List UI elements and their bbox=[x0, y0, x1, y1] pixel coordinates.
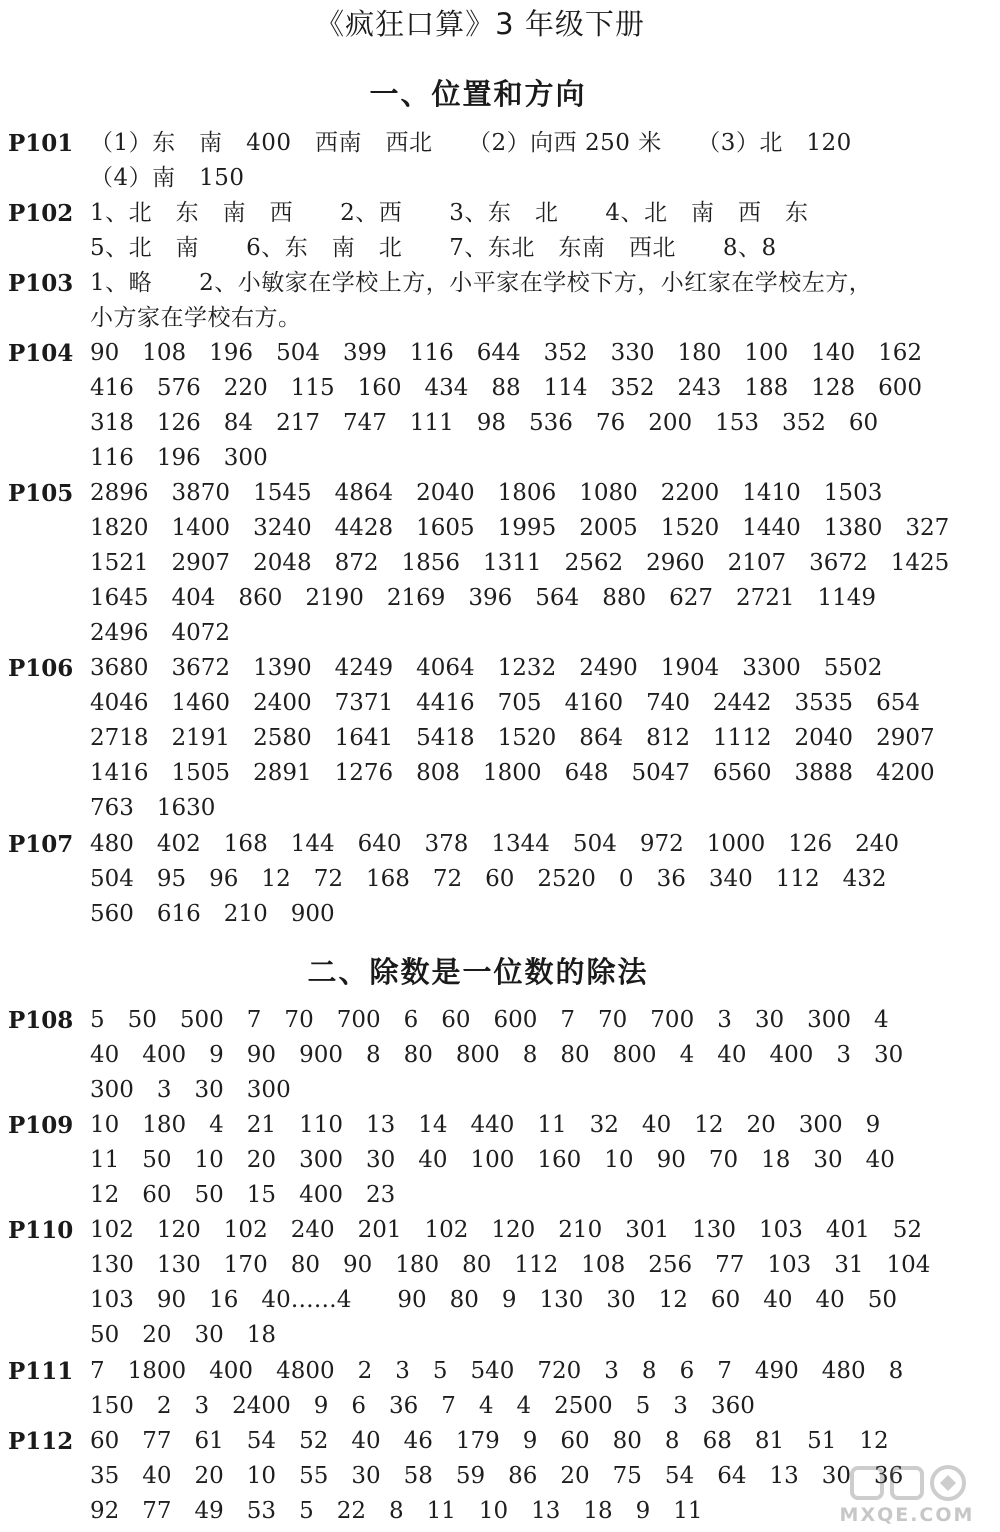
answer-line: 7 1800 400 4800 2 3 5 540 720 3 8 6 7 490 480 8 bbox=[90, 1358, 904, 1384]
answer-line: 5 50 500 7 70 700 6 60 600 7 70 700 3 30 300 4 bbox=[90, 1007, 889, 1033]
page-label: P104 bbox=[8, 340, 74, 367]
answer-line: 1、略 2、小敏家在学校上方，小平家在学校下方，小红家在学校左方， bbox=[90, 270, 873, 296]
answer-line: 40 400 9 90 900 8 80 800 8 80 800 4 40 400 3 30 bbox=[90, 1042, 904, 1068]
answer-line: 416 576 220 115 160 434 88 114 352 243 188 128 600 bbox=[90, 375, 923, 401]
answer-line: 103 90 16 40……4 90 80 9 130 30 12 60 40 40 50 bbox=[90, 1287, 897, 1313]
page-title: 《疯狂口算》3 年级下册 bbox=[315, 7, 645, 41]
answer-line: 763 1630 bbox=[90, 795, 216, 821]
answer-line: 480 402 168 144 640 378 1344 504 972 1000 126 240 bbox=[90, 831, 900, 857]
section-title-division: 二、除数是一位数的除法 bbox=[307, 955, 649, 989]
page-label: P102 bbox=[8, 200, 74, 227]
page-label: P108 bbox=[8, 1007, 74, 1034]
answer-line: 4046 1460 2400 7371 4416 705 4160 740 2442 3535 654 bbox=[90, 690, 920, 716]
answer-line: 150 2 3 2400 9 6 36 7 4 4 2500 5 3 360 bbox=[90, 1393, 755, 1419]
answer-line: 2896 3870 1545 4864 2040 1806 1080 2200 1410 1503 bbox=[90, 480, 883, 506]
answer-line: 92 77 49 53 5 22 8 11 10 13 18 9 11 bbox=[90, 1498, 703, 1524]
page-label: P112 bbox=[8, 1428, 74, 1455]
answer-line: 560 616 210 900 bbox=[90, 901, 335, 927]
answer-line: 60 77 61 54 52 40 46 179 9 60 80 8 68 81 51 12 bbox=[90, 1428, 889, 1454]
answer-line: 1、北 东 南 西 2、西 3、东 北 4、北 南 西 东 bbox=[90, 200, 809, 226]
section-title-position-direction: 一、位置和方向 bbox=[369, 77, 587, 111]
watermark-text: MXQE.COM bbox=[839, 1504, 975, 1526]
page-label: P111 bbox=[8, 1358, 74, 1385]
page-label: P105 bbox=[8, 480, 74, 507]
page-label: P101 bbox=[8, 130, 74, 157]
answer-line: 小方家在学校右方。 bbox=[90, 305, 302, 331]
answer-line: 3680 3672 1390 4249 4064 1232 2490 1904 3300 5502 bbox=[90, 655, 883, 681]
answer-line: 1521 2907 2048 872 1856 1311 2562 2960 2107 3672 1425 bbox=[90, 550, 950, 576]
page-label: P109 bbox=[8, 1112, 74, 1139]
answer-line: 2718 2191 2580 1641 5418 1520 864 812 1112 2040 2907 bbox=[90, 725, 935, 751]
answer-line: （4）南 150 bbox=[90, 165, 245, 191]
answer-line: 318 126 84 217 747 111 98 536 76 200 153 352 60 bbox=[90, 410, 879, 436]
answer-line: 5、北 南 6、东 南 北 7、东北 东南 西北 8、8 bbox=[90, 235, 777, 261]
answer-line: 50 20 30 18 bbox=[90, 1322, 277, 1348]
answer-site-logo-icon bbox=[832, 1464, 982, 1506]
answer-line: 130 130 170 80 90 180 80 112 108 256 77 103 31 104 bbox=[90, 1252, 931, 1278]
answer-line: （1）东 南 400 西南 西北 （2）向西 250 米 （3）北 120 bbox=[90, 130, 852, 156]
page-label: P103 bbox=[8, 270, 74, 297]
answer-line: 12 60 50 15 400 23 bbox=[90, 1182, 396, 1208]
answer-line: 10 180 4 21 110 13 14 440 11 32 40 12 20 300 9 bbox=[90, 1112, 881, 1138]
answer-line: 11 50 10 20 300 30 40 100 160 10 90 70 18 30 40 bbox=[90, 1147, 895, 1173]
answer-line: 102 120 102 240 201 102 120 210 301 130 103 401 52 bbox=[90, 1217, 923, 1243]
answer-line: 90 108 196 504 399 116 644 352 330 180 100 140 162 bbox=[90, 340, 923, 366]
answer-line: 2496 4072 bbox=[90, 620, 231, 646]
page-label: P107 bbox=[8, 831, 74, 858]
answer-line: 116 196 300 bbox=[90, 445, 268, 471]
answer-line: 1645 404 860 2190 2169 396 564 880 627 2721 1149 bbox=[90, 585, 877, 611]
page-label: P110 bbox=[8, 1217, 74, 1244]
answer-line: 1416 1505 2891 1276 808 1800 648 5047 6560 3888 4200 bbox=[90, 760, 935, 786]
answer-line: 1820 1400 3240 4428 1605 1995 2005 1520 1440 1380 327 bbox=[90, 515, 950, 541]
answer-line: 35 40 20 10 55 30 58 59 86 20 75 54 64 13 30 36 bbox=[90, 1463, 904, 1489]
watermark bbox=[832, 1464, 982, 1526]
answer-line: 504 95 96 12 72 168 72 60 2520 0 36 340 112 432 bbox=[90, 866, 887, 892]
page-label: P106 bbox=[8, 655, 74, 682]
answer-line: 300 3 30 300 bbox=[90, 1077, 291, 1103]
